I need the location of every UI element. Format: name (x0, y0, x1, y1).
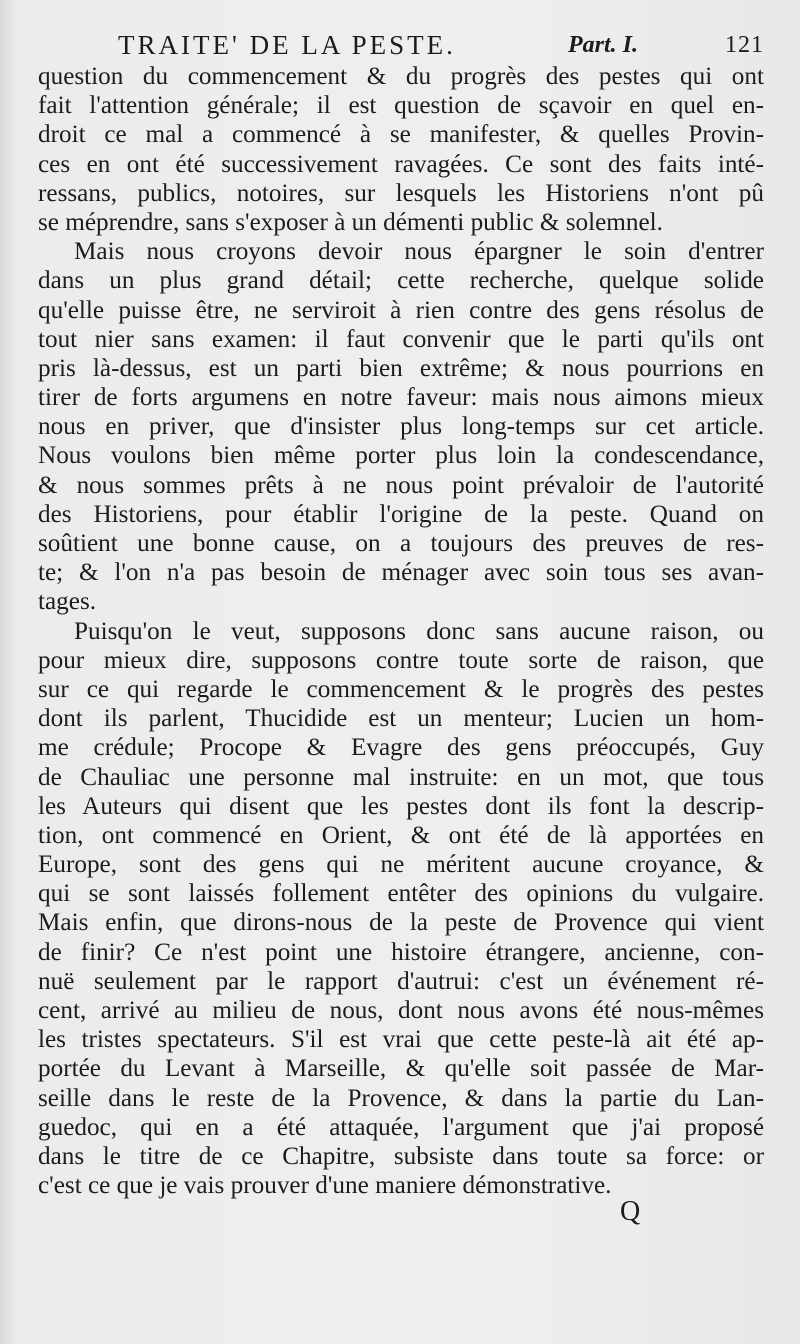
text-line: de Chauliac une personne mal instruite: en un mot, que tous (38, 763, 764, 791)
text-line: & nous sommes prêts à ne nous point prévaloir de l'autorité (38, 471, 764, 499)
text-line: droit ce mal a commencé à se manifester, & quelles Provin- (38, 121, 764, 149)
text-line: Europe, sont des gens qui ne méritent aucune croyance, & (38, 851, 764, 879)
text-line: des Historiens, pour établir l'origine de la peste. Quand on (38, 500, 764, 528)
text-line: seille dans le reste de la Provence, & dans la partie du Lan- (38, 1084, 764, 1112)
text-line: cent, arrivé au milieu de nous, dont nous avons été nous-mêmes (38, 997, 764, 1024)
text-line: ces en ont été successivement ravagées. Ce sont des faits inté- (38, 150, 764, 178)
text-line: soûtient une bonne cause, on a toujours des preuves de res- (38, 530, 764, 557)
text-line: tages. (38, 588, 97, 616)
text-line: portée du Levant à Marseille, & qu'elle soit passée de Mar- (38, 1055, 764, 1083)
text-line: pris là-dessus, est un parti bien extrême; & nous pourrions en (38, 354, 764, 382)
text-line: qui se sont laissés follement entêter des opinions du vulgaire. (38, 880, 764, 908)
text-line: se méprendre, sans s'exposer à un démenti public & solemnel. (38, 208, 663, 236)
text-line: fait l'attention générale; il est question de sçavoir en quel en- (38, 92, 764, 120)
text-line: Puisqu'on le veut, supposons donc sans aucune raison, ou (74, 617, 764, 645)
text-line: tirer de forts argumens en notre faveur: mais nous aimons mieux (38, 384, 764, 412)
text-line: les Auteurs qui disent que les pestes dont ils font la descrip- (38, 792, 764, 820)
text-line: qu'elle puisse être, ne serviroit à rien contre des gens résolus de (38, 296, 764, 324)
text-line: c'est ce que je vais prouver d'une maniere démonstrative. (38, 1172, 612, 1200)
text-line: tout nier sans examen: il faut convenir que le parti qu'ils ont (38, 325, 764, 353)
text-line: dans le titre de ce Chapitre, subsiste dans toute sa force: or (38, 1142, 764, 1170)
page-number: 121 (725, 32, 764, 58)
text-line: de finir? Ce n'est point une histoire étrangere, ancienne, con- (38, 938, 764, 966)
running-title: TRAITE' DE LA PESTE. (118, 30, 456, 60)
part-label: Part. I. (568, 32, 639, 58)
text-line: question du commencement & du progrès des pestes qui ont (38, 63, 764, 90)
text-line: Mais enfin, que dirons-nous de la peste de Provence qui vient (38, 909, 764, 937)
body-text (38, 62, 764, 1200)
text-line: tion, ont commencé en Orient, & ont été de là apportées en (38, 821, 764, 849)
text-line: Mais nous croyons devoir nous épargner le soin d'entrer (74, 238, 764, 266)
text-line: me crédule; Procope & Evagre des gens préoccupés, Guy (38, 734, 764, 762)
text-line: pour mieux dire, supposons contre toute sorte de raison, que (38, 646, 764, 674)
text-line: les tristes spectateurs. S'il est vrai que cette peste-là ait été ap- (38, 1026, 764, 1054)
text-line: nous en priver, que d'insister plus long-temps sur cet article. (38, 413, 764, 441)
text-line: guedoc, qui en a été attaquée, l'argument que j'ai proposé (38, 1113, 764, 1141)
page-header (118, 30, 764, 64)
catchword: Q (620, 1196, 641, 1227)
text-line: dont ils parlent, Thucidide est un menteur; Lucien un hom- (38, 705, 764, 733)
text-line: nuë seulement par le rapport d'autrui: c'est un événement ré- (38, 967, 764, 995)
text-line: sur ce qui regarde le commencement & le progrès des pestes (38, 675, 764, 703)
text-line: dans un plus grand détail; cette recherche, quelque solide (38, 267, 764, 295)
text-line: Nous voulons bien même porter plus loin la condescendance, (38, 442, 764, 470)
text-line: ressans, publics, notoires, sur lesquels les Historiens n'ont pû (38, 179, 764, 207)
text-line: te; & l'on n'a pas besoin de ménager avec soin tous ses avan- (38, 559, 764, 587)
